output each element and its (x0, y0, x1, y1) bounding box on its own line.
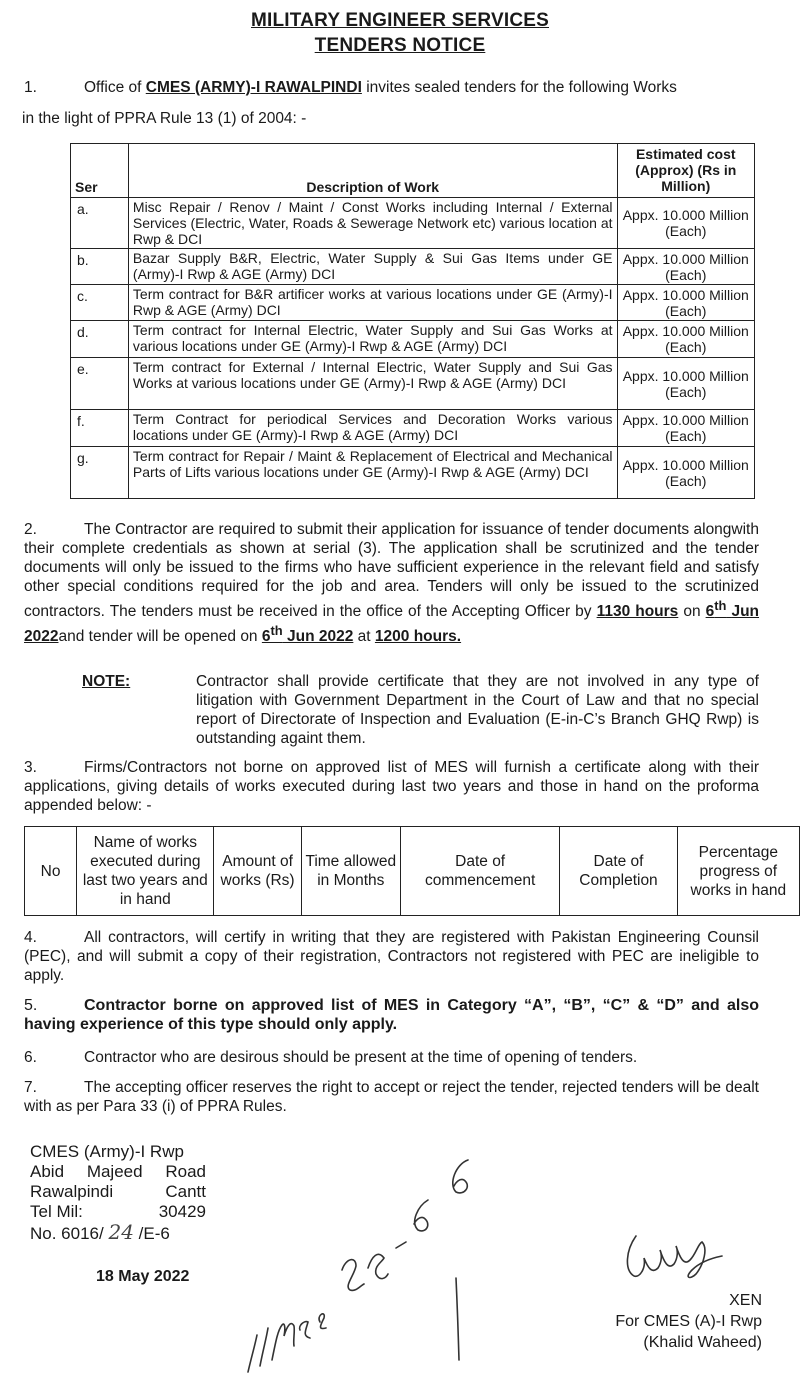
proforma-col-header: Time allowed in Months (301, 827, 400, 916)
opening-date: 6th Jun 2022 (261, 623, 354, 646)
works-table-row (71, 358, 755, 410)
works-table-row (71, 249, 755, 285)
org-title: MILITARY ENGINEER SERVICES (251, 10, 549, 31)
para-4-text: All contractors, will certify in writing that they are registered with Pakistan Engineering Counsil (PEC), and will submit a copy of their registration, Contractors not registered with PEC are ineligible to apply. (24, 929, 759, 984)
works-table-row (71, 321, 755, 358)
office-name: CMES (ARMY)-I RAWALPINDI (145, 79, 362, 96)
works-table-row (71, 447, 755, 499)
address-city: Rawalpindi Cantt (30, 1182, 206, 1201)
works-table (70, 143, 755, 499)
letter-number: No. 6016/ 24 /E-6 (30, 1220, 170, 1244)
para-2-text: The Contractor are required to submit their application for issuance of tender documents alongwith their complete credentials as shown at serial (3). The application shall be scrutinized and the tender documents will only be issued to the firms who have sufficient experience in the relevant field and satisfy other special conditions required for the job and area. Tenders will only be issued to the scrutinized contractors. The tenders must be received in the office of the Accepting Officer by (24, 521, 759, 621)
signatory-name: (Khalid Waheed) (643, 1334, 762, 1351)
row-ser: g. (71, 447, 129, 499)
proforma-table (24, 826, 800, 916)
works-table-row (71, 410, 755, 447)
row-cost: Appx. 10.000 Million (Each) (617, 447, 754, 499)
row-ser: c. (71, 285, 129, 321)
note-text: Contractor shall provide certificate that they are not involved in any type of litigation with Government Department in the Court of Law and that no special report of Directorate of Inspection and Evaluation (E-in-C’s Branch GHQ Rwp) is outstanding againt them. (196, 673, 759, 747)
row-description: Term contract for Repair / Maint & Replacement of Electrical and Mechanical Parts of Lifts various locations under GE (Army)-I Rwp & AGE (Army) DCI (128, 447, 617, 499)
para-2-on: on (683, 603, 701, 621)
row-description: Term contract for External / Internal Electric, Water Supply and Sui Gas Works at various locations under GE (Army)-I Rwp & AGE (Army) DCI (128, 358, 617, 410)
proforma-col-header: Date of commencement (400, 827, 559, 916)
row-cost: Appx. 10.000 Million (Each) (617, 410, 754, 447)
para-6-text: Contractor who are desirous should be present at the time of opening of tenders. (84, 1049, 638, 1066)
para-1-line2: in the light of PPRA Rule 13 (1) of 2004: - (22, 110, 307, 127)
issue-date: 18 May 2022 (96, 1268, 190, 1285)
row-ser: b. (71, 249, 129, 285)
para-1-num: 1. (24, 79, 37, 96)
para-5-text: Contractor borne on approved list of MES in Category “A”, “B”, “C” & “D” and also having experience of this type should only apply. (24, 997, 759, 1033)
proforma-col-header: Date of Completion (560, 827, 677, 916)
row-cost: Appx. 10.000 Million (Each) (617, 285, 754, 321)
para-4 (24, 928, 759, 985)
opening-time: 1200 hours. (374, 628, 462, 646)
works-table-row (71, 198, 755, 249)
row-description: Term Contract for periodical Services and Decoration Works various locations under GE (Army)-I Rwp & AGE (Army) DCI (128, 410, 617, 447)
address-block (30, 1142, 206, 1244)
signatory-for: For CMES (A)-I Rwp (615, 1313, 762, 1330)
para-7-text: The accepting officer reserves the right to accept or reject the tender, rejected tenders will be dealt with as per Para 33 (i) of PPRA Rules. (24, 1079, 759, 1115)
signature-graphic (618, 1228, 728, 1298)
row-cost: Appx. 10.000 Million (Each) (617, 198, 754, 249)
row-description: Term contract for Internal Electric, Water Supply and Sui Gas Works at various locations under GE (Army)-I Rwp & AGE (Army) DCI (128, 321, 617, 358)
row-ser: a. (71, 198, 129, 249)
address-office: CMES (Army)-I Rwp (30, 1142, 184, 1161)
para-4-num: 4. (24, 929, 37, 946)
para-2 (24, 520, 759, 646)
para-7 (24, 1078, 759, 1116)
row-ser: e. (71, 358, 129, 410)
note-label: NOTE: (82, 673, 131, 690)
signature-block (590, 1290, 762, 1353)
proforma-col-header: Amount of works (Rs) (214, 827, 301, 916)
para-7-num: 7. (24, 1079, 37, 1096)
proforma-col-header: Name of works executed during last two years and in hand (77, 827, 214, 916)
submission-date: 6th Jun 2022 (24, 598, 760, 646)
works-table-row (71, 285, 755, 321)
row-cost: Appx. 10.000 Million (Each) (617, 249, 754, 285)
col-cost: Estimated cost (Approx) (Rs in Million) (617, 144, 754, 198)
row-cost: Appx. 10.000 Million (Each) (617, 321, 754, 358)
letter-number-handwritten: 24 (108, 1220, 134, 1244)
para-6 (24, 1048, 759, 1067)
proforma-col-header: No (25, 827, 77, 916)
para-1 (24, 78, 764, 97)
handwritten-note-graphic (238, 1150, 498, 1380)
row-ser: d. (71, 321, 129, 358)
signatory-designation: XEN (729, 1292, 762, 1309)
col-ser: Ser (71, 144, 129, 198)
address-tel: Tel Mil: 30429 (30, 1202, 206, 1221)
para-3-num: 3. (24, 759, 37, 776)
para-3 (24, 758, 759, 815)
row-description: Misc Repair / Renov / Maint / Const Works including Internal / External Services (Electric, Water, Roads & Sewerage Network etc) various location at Rwp & DCI (128, 198, 617, 249)
address-road: Abid Majeed Road (30, 1162, 206, 1181)
row-cost: Appx. 10.000 Million (Each) (617, 358, 754, 410)
proforma-col-header: Percentage progress of works in hand (677, 827, 799, 916)
notice-title: TENDERS NOTICE (314, 35, 486, 56)
para-2-num: 2. (24, 521, 37, 538)
para-1-text-post: invites sealed tenders for the following Works (366, 79, 677, 96)
handwritten-note (238, 1150, 498, 1380)
row-ser: f. (71, 410, 129, 447)
para-1-text-pre: Office of (84, 79, 142, 96)
submission-time: 1130 hours (596, 603, 679, 621)
row-description: Bazar Supply B&R, Electric, Water Supply & Sui Gas Items under GE (Army)-I Rwp & AGE (Army) DCI (128, 249, 617, 285)
col-description: Description of Work (128, 144, 617, 198)
para-6-num: 6. (24, 1049, 37, 1066)
para-3-text: Firms/Contractors not borne on approved list of MES will furnish a certificate along with their applications, giving details of works executed during last two years and those in hand on the proforma appended below: - (24, 759, 759, 814)
row-description: Term contract for B&R artificer works at various locations under GE (Army)-I Rwp & AGE (Army) DCI (128, 285, 617, 321)
para-5-num: 5. (24, 997, 38, 1014)
para-2-mid: and tender will be opened on (58, 628, 258, 646)
para-2-at: at (357, 628, 371, 646)
para-5 (24, 996, 759, 1034)
